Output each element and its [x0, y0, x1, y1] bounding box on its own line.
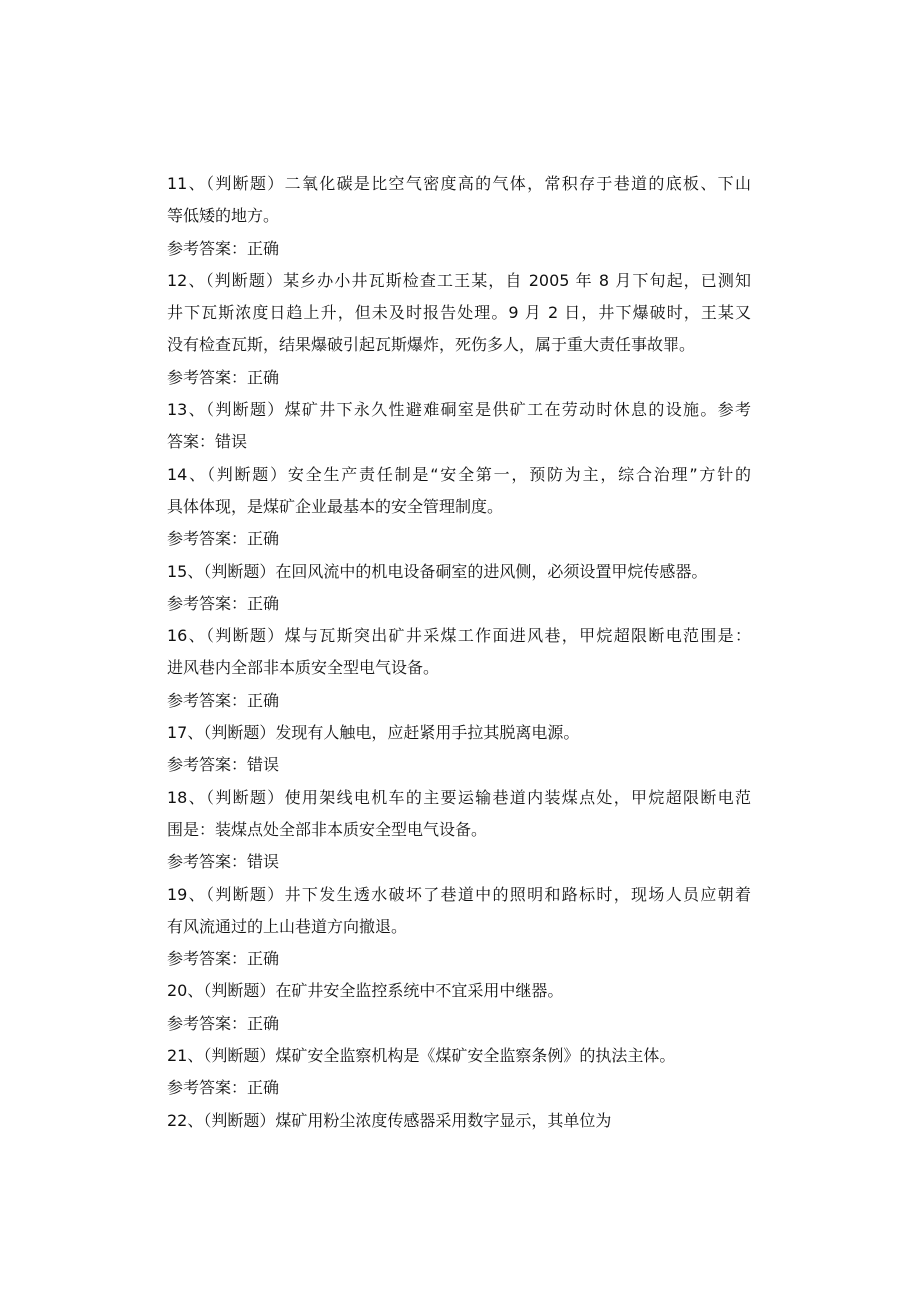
text-line: 21、（判断题）煤矿安全监察机构是《煤矿安全监察条例》的执法主体。 [167, 1046, 676, 1066]
text-line: 参考答案：正确 [167, 1078, 280, 1098]
text-line: 11、（判断题）二氧化碳是比空气密度高的气体，常积存于巷道的底板、下山 [167, 174, 751, 193]
text-line: 14、（判断题）安全生产责任制是“安全第一，预防为主，综合治理”方针的 [167, 464, 751, 484]
document-body [167, 168, 751, 1137]
text-line: 进风巷内全部非本质安全型电气设备。 [167, 658, 440, 678]
text-line: 参考答案：正确 [167, 238, 280, 258]
text-line: 有风流通过的上山巷道方向撤退。 [167, 916, 408, 936]
text-line: 参考答案：正确 [167, 949, 280, 969]
text-line: 20、（判断题）在矿井安全监控系统中不宜采用中继器。 [167, 981, 564, 1001]
text-line: 参考答案：错误 [167, 755, 280, 775]
text-line: 等低矮的地方。 [167, 206, 280, 226]
text-line: 15、（判断题）在回风流中的机电设备硐室的进风侧，必须设置甲烷传感器。 [167, 561, 708, 581]
text-line: 16、（判断题）煤与瓦斯突出矿井采煤工作面进风巷，甲烷超限断电范围是： [167, 626, 751, 646]
text-line: 参考答案：正确 [167, 593, 280, 613]
text-line: 参考答案：正确 [167, 367, 280, 387]
text-line: 具体体现，是煤矿企业最基本的安全管理制度。 [167, 496, 504, 516]
text-line: 没有检查瓦斯，结果爆破引起瓦斯爆炸，死伤多人，属于重大责任事故罪。 [167, 335, 696, 355]
text-line: 参考答案：错误 [167, 852, 280, 872]
text-line: 19、（判断题）井下发生透水破坏了巷道中的照明和路标时，现场人员应朝着 [167, 884, 751, 904]
text-line: 18、（判断题）使用架线电机车的主要运输巷道内装煤点处，甲烷超限断电范 [167, 787, 751, 807]
text-line: 井下瓦斯浓度日趋上升，但未及时报告处理。9 月 2 日，井下爆破时，王某又 [167, 303, 751, 323]
text-line: 参考答案：正确 [167, 1013, 280, 1033]
text-line: 13、（判断题）煤矿井下永久性避难硐室是供矿工在劳动时休息的设施。参考 [167, 400, 751, 420]
text-line: 参考答案：正确 [167, 529, 280, 549]
text-line: 参考答案：正确 [167, 690, 280, 710]
text-line: 答案：错误 [167, 432, 248, 452]
text-line: 围是：装煤点处全部非本质安全型电气设备。 [167, 819, 488, 839]
text-line: 12、（判断题）某乡办小井瓦斯检查工王某，自 2005 年 8 月下旬起，已测知 [167, 270, 751, 290]
text-line: 17、（判断题）发现有人触电，应赶紧用手拉其脱离电源。 [167, 723, 580, 743]
text-line: 22、（判断题）煤矿用粉尘浓度传感器采用数字显示，其单位为 [167, 1110, 612, 1130]
